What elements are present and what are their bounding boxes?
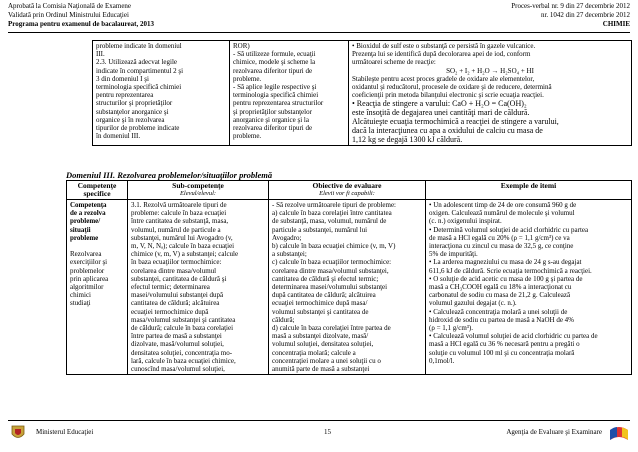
text-line: masa/volumul substanţei şi cantitatea xyxy=(131,315,236,324)
text-line: probleme. xyxy=(233,132,262,141)
text-line: masei/volumului substanţei după xyxy=(131,291,224,300)
text-line: substanţei, numărul lui Avogadro (v, xyxy=(131,233,233,242)
item-text: • Reacţia de stingere a varului: CaO + H₂O = Ca(OH)₂ xyxy=(352,99,527,109)
text-line: situaţii xyxy=(70,225,91,234)
text-line: exerciţiilor şi xyxy=(70,258,108,267)
header-left-2: Validată prin Ordinul Ministrului Educaţiei xyxy=(8,11,129,19)
text-line xyxy=(70,242,124,250)
text-line: (ρ = 1,1 g/cm³). xyxy=(429,324,473,333)
text-line: prin aplicarea xyxy=(70,274,109,283)
header-text: Sub-competenţe xyxy=(172,181,224,190)
item-text: Prezenţa lui se identifică după decolorarea apei de iod, conform xyxy=(352,50,531,59)
header-competente: Competenţe specifice xyxy=(67,181,128,200)
header-subtext: Elevul/elevul: xyxy=(179,190,217,197)
text-line: de masă a HCl egală cu 20% (ρ = 1,1 g/cm³) ce va xyxy=(429,233,570,242)
text-line: (c. n.) oxigenului inspirat. xyxy=(429,217,502,226)
text-line: probleme: calcule în baza ecuaţiei xyxy=(131,209,227,218)
text-line: chimice (v, m, V) a substanţei; calcule xyxy=(131,250,239,259)
text-line: soluţie cu volumul 100 ml şi cu concentraţia molară xyxy=(429,348,575,357)
page-number: 15 xyxy=(324,428,331,436)
text-line: ROR) xyxy=(233,42,250,50)
main-table xyxy=(66,180,632,375)
text-line: cantitatea de căldură şi efectul termic; xyxy=(272,274,379,283)
text-line: hidroxid de sodiu cu partea de masă a NaOH de 4% xyxy=(429,315,575,324)
text-line: de a rezolva xyxy=(70,209,106,218)
text-line: • La arderea magneziului cu masa de 24 g s-au degajat xyxy=(429,258,582,267)
header-obiective xyxy=(269,181,426,200)
text-line: concentraţia molară; calcule a xyxy=(272,348,356,357)
reaction-equation: SO₂ + I₂ + H₂O → H₂SO₄ + HI xyxy=(446,66,534,75)
text-line: 611,6 kJ de căldură. Scrie ecuaţia termochimică a reacţiei. xyxy=(429,266,592,275)
text-line: • Calculează volumul soluţiei de acid clorhidric cu partea de xyxy=(429,332,598,341)
text-line: rezolvarea diferitor tipuri de xyxy=(233,66,313,75)
top-col3 xyxy=(349,41,632,146)
text-line: cantitatea de căldură; alcătuirea xyxy=(131,299,220,308)
text-line: densitatea soluţiei, concentraţia mo- xyxy=(131,348,233,357)
section-title: Domeniul III. Rezolvarea problemelor/situaţiilor problemă xyxy=(66,170,273,180)
text-line: a) calcule în baza corelaţiei între cantitatea xyxy=(272,209,392,218)
text-line: cunoscînd masa/volumul soluţiei, xyxy=(131,365,225,374)
text-line: m, V, N, Nₐ); calcule în baza ecuaţiei xyxy=(131,242,235,251)
text-line: ecuaţiei termochimice după masa/ xyxy=(272,299,368,308)
text-line: indicate în compartimentul 2 şi xyxy=(96,66,184,75)
obiective-cell xyxy=(269,200,426,375)
text-line: volumul soluţiei, densitatea soluţiei, xyxy=(272,340,374,349)
text-line: algoritmilor xyxy=(70,283,104,292)
text-line: structurilor şi proprietăţilor xyxy=(96,99,173,108)
top-table xyxy=(92,40,632,146)
text-line: în domeniul III. xyxy=(96,132,141,141)
text-line: tipurilor de probleme indicate xyxy=(96,124,180,133)
text-line: • Calculează concentraţia molară a unei soluţii de xyxy=(429,307,568,316)
text-line: - Să aplice legile respective şi xyxy=(233,83,317,92)
header-right-2: nr. 1042 din 27 decembrie 2012 xyxy=(540,11,630,19)
item-text: • Bioxidul de sulf este o substanţă ce persistă în gazele vulcanice. xyxy=(352,42,536,50)
footer-left: Ministerul Educaţiei xyxy=(36,428,94,436)
text-line: masă a HCl egală cu 36 % necesară pentru a pregăti o xyxy=(429,340,580,349)
itemi-cell xyxy=(426,200,632,375)
text-line: de substanţă, masa, volumul, numărul de xyxy=(272,217,387,226)
item-text: Alcătuieşte ecuaţia termochimică a reacţiei de stingere a varului, xyxy=(352,117,559,127)
text-line: • O soluţie de acid acetic cu masa de 100 g şi partea de xyxy=(429,274,583,283)
text-line: a substanţei; xyxy=(272,250,307,259)
moldova-crest-icon xyxy=(8,424,28,442)
text-line: în baza ecuaţiilor termochimice: xyxy=(131,258,222,267)
text-line: c) calcule în baza ecuaţiilor termochimice: xyxy=(272,258,392,267)
footer-right: Agenţia de Evaluare şi Examinare xyxy=(506,428,602,436)
text-line: rezolvarea diferitor tipuri de xyxy=(233,124,313,133)
header-left-3: Programa pentru examenul de bacalaureat, 2013 xyxy=(8,20,154,28)
text-line: • Un adolescent timp de 24 de ore consumă 960 g de xyxy=(429,201,577,209)
item-text: coeficienţii prin metoda bilanţului electronic şi scrie ecuaţia reacţiei. xyxy=(352,91,544,100)
text-line: substanţelor anorganice şi xyxy=(96,107,169,116)
header-text: Obiective de evaluare xyxy=(312,181,382,190)
text-line: - Să rezolve următoarele tipuri de probleme: xyxy=(272,201,397,209)
text-line: şi proprietăţilor substanţelor xyxy=(233,107,312,116)
header-rule xyxy=(8,32,630,33)
header-subcompetente xyxy=(128,181,269,200)
text-line: de căldură; calcule în baza corelaţiei xyxy=(131,324,234,333)
text-line: particule a substanţei, numărul lui xyxy=(272,225,368,234)
header-subtext: Elevii vor fi capabili: xyxy=(319,190,375,197)
item-text: oxidantul şi reducătorul, procesele de oxidare şi de reducere, determină xyxy=(352,83,552,92)
text-line: 2.3. Utilizează adecvat legile xyxy=(96,58,178,67)
header-left-1: Aprobată la Comisia Naţională de Examene xyxy=(8,2,132,10)
text-line: terminologia specifică chimiei xyxy=(96,83,182,92)
text-line: concentraţiei molare a unei soluţii cu o xyxy=(272,356,381,365)
text-line: 3 din domeniul I şi xyxy=(96,74,149,83)
text-line: între partea de masă a substanţei xyxy=(131,332,222,341)
moldova-flag-icon xyxy=(608,424,630,442)
text-line: chimici xyxy=(70,291,91,300)
text-line: anorganice şi organice şi la xyxy=(233,115,309,124)
item-text: 1,12 kg se degajă 1300 kJ căldură. xyxy=(352,135,463,145)
header-right-1: Proces-verbal nr. 9 din 27 decembrie 2012 xyxy=(511,2,630,10)
text-line: lară, calcule în baza ecuaţiei chimice, xyxy=(131,356,236,365)
text-line: substanţei, cantitatea de căldură şi xyxy=(131,274,227,283)
text-line: masă a substanţei dizolvate, masă/ xyxy=(272,332,369,341)
text-line: volumul gazului degajat (c. n.). xyxy=(429,299,517,308)
text-line: 0,1mol/l. xyxy=(429,356,455,365)
text-line: pentru reprezentarea structurilor xyxy=(233,99,324,108)
text-line: interacţiona cu zincul cu masa de 32,5 g, ce conţine xyxy=(429,242,574,251)
text-line: oxigen. Calculează numărul de molecule şi volumul xyxy=(429,209,575,218)
text-line: • Determină volumul soluţiei de acid clorhidric cu partea xyxy=(429,225,589,234)
header-right-3: CHIMIE xyxy=(602,20,630,28)
text-line: pentru reprezentarea xyxy=(96,91,154,100)
competente-cell xyxy=(67,200,128,375)
text-line: d) calcule în baza corelaţiei între partea de xyxy=(272,324,391,333)
text-line: organice şi în rezolvarea xyxy=(96,115,165,124)
text-line: probleme/ xyxy=(70,217,101,226)
item-text: este însoţită de degajarea unei cantităţi mari de căldură. xyxy=(352,108,530,118)
text-line: efectul termic; determinarea xyxy=(131,283,210,292)
text-line: corelarea dintre masa/volumul xyxy=(131,266,217,275)
text-line: probleme. xyxy=(233,74,262,83)
text-line: III. xyxy=(96,50,105,59)
text-line: chimice, modele şi scheme la xyxy=(233,58,316,67)
top-col2 xyxy=(230,41,349,146)
subcompetente-cell xyxy=(128,200,269,375)
text-line: 3.1. Rezolvă următoarele tipuri de xyxy=(131,201,227,209)
text-line: Competenţa xyxy=(70,201,107,209)
text-line: corelarea dintre masa/volumul substanţei, xyxy=(272,266,389,275)
text-line: după cantitatea de căldură; alcătuirea xyxy=(272,291,376,300)
text-line: terminologia specifică chimiei xyxy=(233,91,319,100)
text-line: volumul, numărul de particule a xyxy=(131,225,221,234)
text-line: probleme xyxy=(70,233,99,242)
item-text: următoarei scheme de reacţie: xyxy=(352,58,436,67)
top-col1 xyxy=(93,41,230,146)
item-text: dacă la interacţiunea cu apa a oxidului de calciu cu masa de xyxy=(352,126,543,136)
text-line: 5% de impurităţi. xyxy=(429,250,478,259)
text-line: masă a CH₃COOH egală cu 18% a interacţionat cu xyxy=(429,283,572,292)
item-text: Stabileşte pentru acest proces gradele de oxidare ale elementelor, xyxy=(352,74,535,83)
text-line: probleme indicate în domeniul xyxy=(96,42,182,50)
text-line: dizolvate, masă/volumul soluţiei, xyxy=(131,340,224,349)
text-line: studiaţi xyxy=(70,299,91,308)
text-line: b) calcule în baza ecuaţiei chimice (v, m, V) xyxy=(272,242,396,251)
text-line: între cantitatea de substanţă, masa, xyxy=(131,217,229,226)
text-line: - Să utilizeze formule, ecuaţii xyxy=(233,50,316,59)
text-line: carbonatul de sodiu cu masa de 21,2 g. Calculează xyxy=(429,291,571,300)
text-line: problemelor xyxy=(70,266,105,275)
text-line: ecuaţiei termochimice după xyxy=(131,307,209,316)
text-line: căldură; xyxy=(272,315,295,324)
text-line: volumul substanţei şi cantitatea de xyxy=(272,307,369,316)
header-exemple: Exemple de itemi xyxy=(426,181,632,200)
text-line: anumită parte de masă a substanţei xyxy=(272,365,370,374)
text-line: determinarea masei/volumului substanţei xyxy=(272,283,388,292)
footer-rule xyxy=(8,420,630,421)
text-line: Avogadro; xyxy=(272,233,302,242)
text-line: Rezolvarea xyxy=(70,250,102,259)
